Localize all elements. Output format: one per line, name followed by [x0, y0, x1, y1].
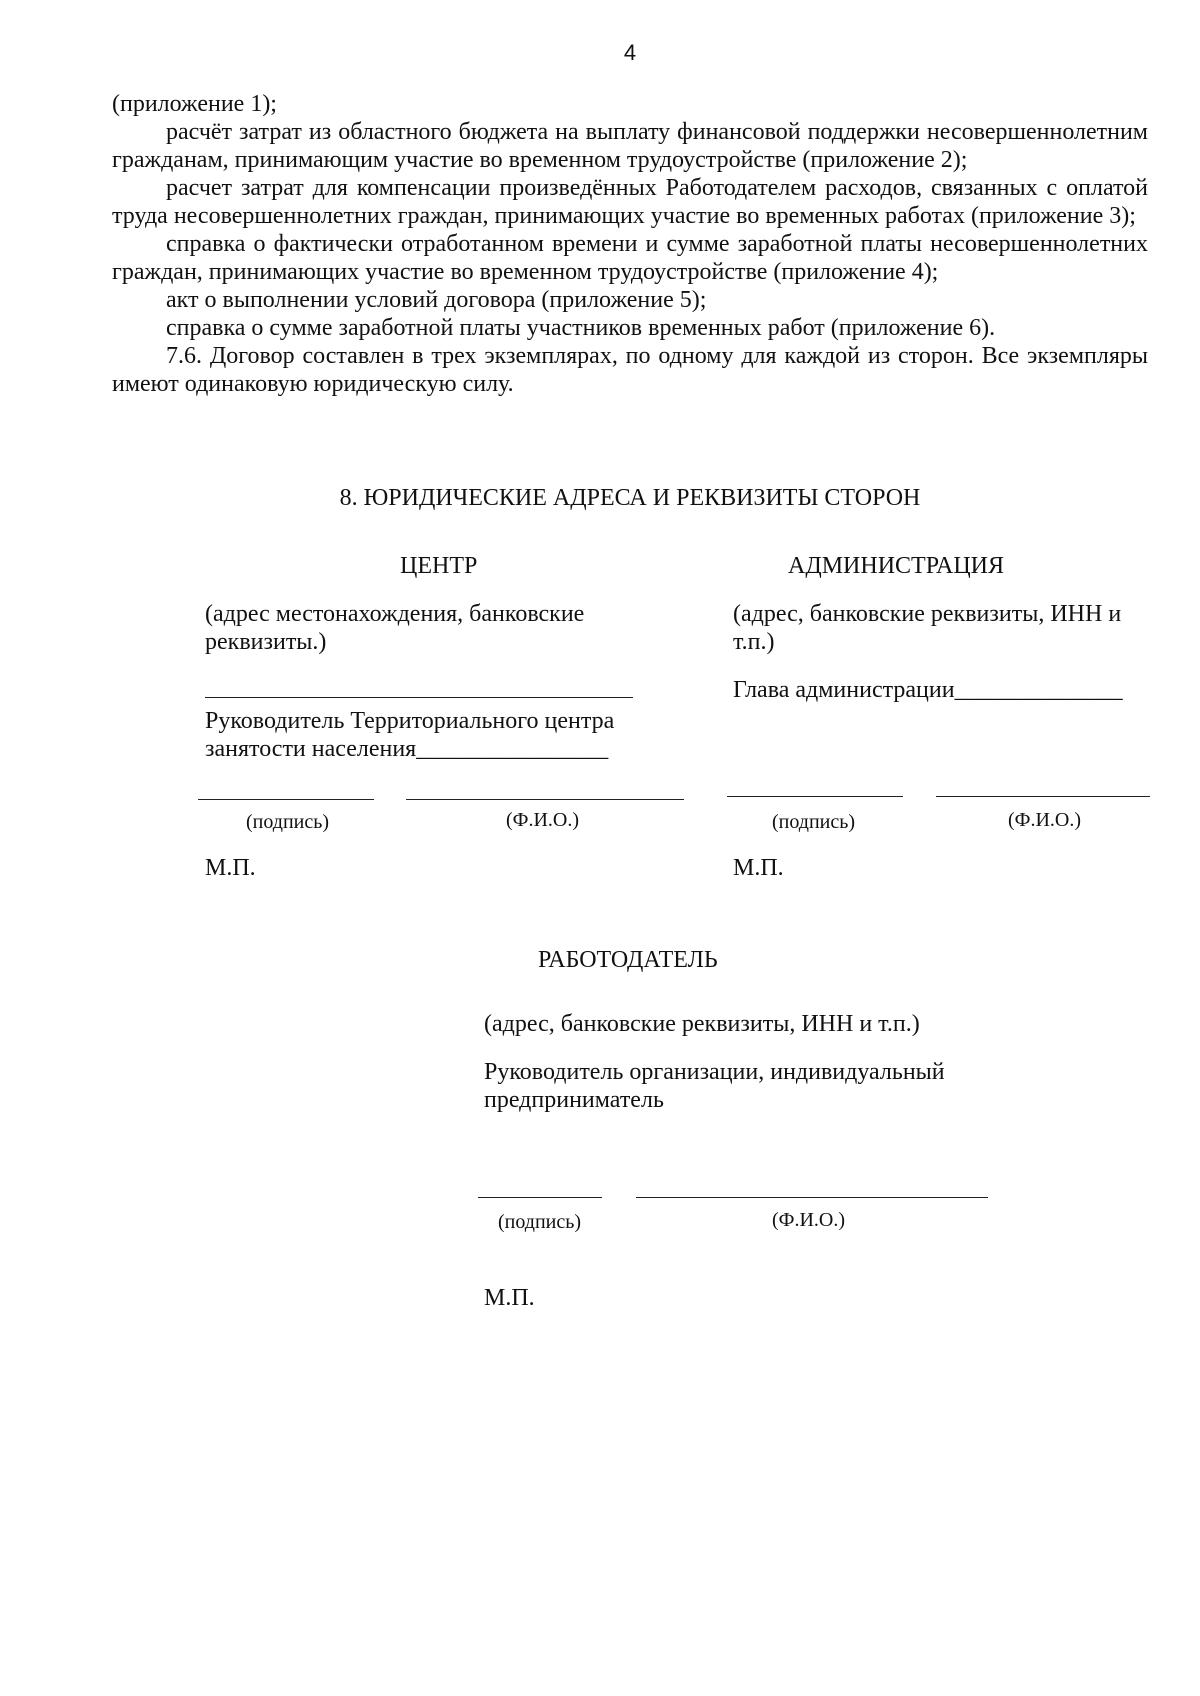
employer-sign-label: (подпись): [498, 1211, 582, 1233]
employer-name-blank: [636, 1197, 988, 1198]
paragraph-annex-5: акт о выполнении условий договора (приложение 5);: [166, 287, 707, 313]
paragraph-copies: 7.6. Договор составлен в трех экземплярах, по одному для каждой из сторон. Все экземпляры имеют одинаковую юридическую силу.: [112, 343, 1148, 397]
center-details-line2: реквизиты.): [205, 629, 327, 655]
center-signer-line1: Руководитель Территориального центра: [205, 708, 615, 734]
center-sign-label: (подпись): [246, 811, 330, 833]
center-heading: ЦЕНТР: [400, 553, 478, 579]
center-sign-blank: [198, 799, 374, 800]
employer-stamp: М.П.: [484, 1285, 535, 1311]
page-number: 4: [623, 40, 637, 65]
paragraph-annex-2: расчёт затрат из областного бюджета на выплату финансовой поддержки несовершеннолетним гражданам, принимающим участие во временном трудоустройстве (приложение 2);: [112, 119, 1148, 173]
administration-details-line1: (адрес, банковские реквизиты, ИНН и: [733, 601, 1122, 627]
administration-name-label: (Ф.И.О.): [1008, 809, 1082, 831]
administration-name-blank: [936, 796, 1150, 797]
center-details-line1: (адрес местонахождения, банковские: [205, 601, 585, 627]
center-stamp: М.П.: [205, 855, 256, 881]
administration-heading: АДМИНИСТРАЦИЯ: [788, 553, 1004, 579]
paragraph-annex-1: (приложение 1);: [112, 91, 277, 117]
employer-sign-blank: [478, 1197, 602, 1198]
center-name-label: (Ф.И.О.): [506, 809, 580, 831]
administration-stamp: М.П.: [733, 855, 784, 881]
employer-signer-line1: Руководитель организации, индивидуальный: [484, 1059, 945, 1085]
administration-sign-label: (подпись): [772, 811, 856, 833]
administration-sign-blank: [727, 796, 903, 797]
employer-name-label: (Ф.И.О.): [772, 1209, 846, 1231]
paragraph-annex-3: расчет затрат для компенсации произведённых Работодателем расходов, связанных с оплатой труда несовершеннолетних граждан, принимающих участие во временных работах (приложение 3);: [112, 175, 1148, 229]
center-name-blank: [406, 799, 684, 800]
administration-signer-line: Глава администрации______________: [733, 677, 1123, 703]
center-signature-line: [205, 697, 633, 698]
employer-details: (адрес, банковские реквизиты, ИНН и т.п.): [484, 1011, 920, 1037]
section-title: 8. ЮРИДИЧЕСКИЕ АДРЕСА И РЕКВИЗИТЫ СТОРОН: [339, 485, 921, 511]
administration-details-line2: т.п.): [733, 629, 775, 655]
employer-heading: РАБОТОДАТЕЛЬ: [538, 947, 718, 973]
paragraph-annex-6: справка о сумме заработной платы участников временных работ (приложение 6).: [166, 315, 996, 341]
body-text: [112, 90, 1148, 398]
employer-signer-line2: предприниматель: [484, 1087, 664, 1113]
paragraph-annex-4: справка о фактически отработанном времени и сумме заработной платы несовершеннолетних граждан, принимающих участие во временном трудоустройстве (приложение 4);: [112, 231, 1148, 285]
center-signer-line2: занятости населения________________: [205, 736, 609, 762]
